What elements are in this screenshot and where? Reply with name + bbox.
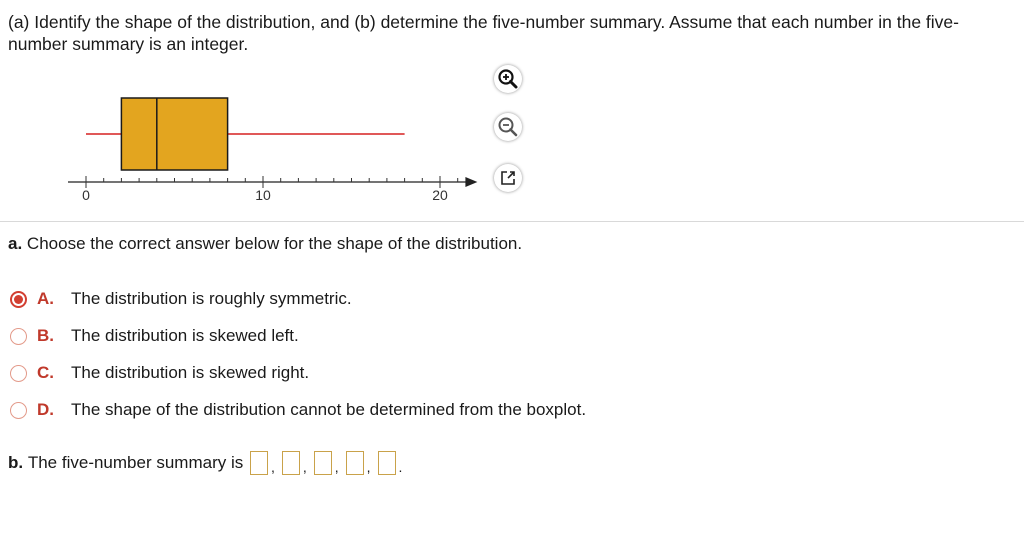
option-b-letter: B.	[37, 326, 54, 345]
x-tick-label: 20	[432, 187, 448, 203]
zoom-out-button[interactable]	[494, 113, 522, 141]
boxplot-chart	[60, 85, 500, 210]
answer-separator: ,	[366, 459, 371, 475]
part-a-prompt	[8, 234, 522, 254]
answer-box-q1[interactable]	[282, 451, 300, 475]
answer-end-period: .	[398, 459, 403, 475]
answer-box-max[interactable]	[378, 451, 396, 475]
question-text: (a) Identify the shape of the distribution, and (b) determine the five-number summary. Assume that each number in the five-number summary is an integer.	[8, 12, 959, 54]
part-a-label: a.	[8, 234, 23, 253]
option-c-letter: C.	[37, 363, 54, 382]
part-b-row	[8, 450, 407, 476]
part-b-text: The five-number summary is	[27, 453, 244, 472]
option-b[interactable]	[10, 324, 299, 348]
answer-separator: ,	[302, 459, 307, 475]
part-a-text: Choose the correct answer below for the shape of the distribution.	[26, 234, 523, 253]
option-d-letter: D.	[37, 400, 54, 419]
x-axis-arrow	[465, 177, 477, 187]
radio-d[interactable]	[10, 402, 27, 419]
radio-b[interactable]	[10, 328, 27, 345]
option-a-letter: A.	[37, 289, 54, 308]
option-a-text: The distribution is roughly symmetric.	[71, 289, 352, 308]
zoom-out-icon	[497, 116, 519, 138]
radio-c[interactable]	[10, 365, 27, 382]
answer-box-q3[interactable]	[346, 451, 364, 475]
option-d-text: The shape of the distribution cannot be determined from the boxplot.	[71, 400, 587, 419]
option-c-text: The distribution is skewed right.	[71, 363, 310, 382]
option-a[interactable]	[10, 287, 352, 311]
x-tick-label: 10	[255, 187, 271, 203]
zoom-in-button[interactable]	[494, 65, 522, 93]
answer-box-median[interactable]	[314, 451, 332, 475]
option-d[interactable]	[10, 398, 586, 422]
iqr-box	[121, 98, 227, 170]
popout-button[interactable]	[494, 164, 522, 192]
part-b-label: b.	[8, 453, 24, 472]
option-b-text: The distribution is skewed left.	[71, 326, 299, 345]
x-tick-label: 0	[82, 187, 90, 203]
answer-box-min[interactable]	[250, 451, 268, 475]
radio-a[interactable]	[10, 291, 27, 308]
section-divider	[0, 221, 1024, 222]
answer-separator: ,	[270, 459, 275, 475]
external-link-icon	[499, 169, 517, 187]
option-c[interactable]	[10, 361, 309, 385]
radio-a-selected-dot	[14, 295, 23, 304]
zoom-in-icon	[497, 68, 519, 90]
answer-separator: ,	[334, 459, 339, 475]
